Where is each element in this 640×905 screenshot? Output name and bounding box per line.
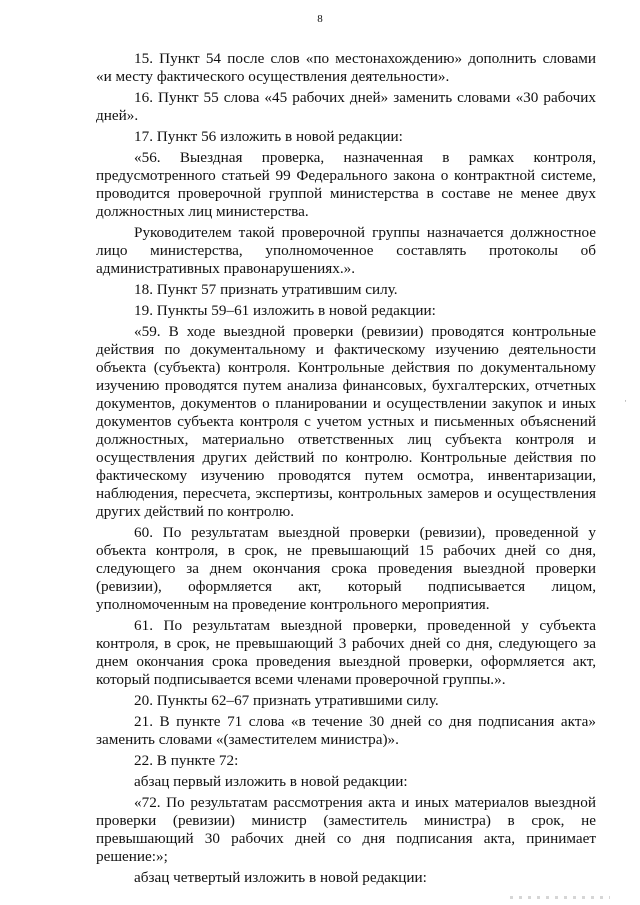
paragraph-item-21: 21. В пункте 71 слова «в течение 30 дней со дня подписания акта» заменить словами «(заместителем министра)». bbox=[96, 713, 596, 748]
paragraph-item-18: 18. Пункт 57 признать утратившим силу. bbox=[134, 281, 398, 298]
quoted-point-61: 61. По результатам выездной проверки, проведенной у субъекта контроля, в срок, не превышающий 3 рабочих дней со дня, следующего за днем окончания срока проведения выездной проверки, оформляется акт, который подписывается всеми членами проверочной группы.». bbox=[96, 617, 596, 688]
paragraph-item-20: 20. Пункты 62–67 признать утратившими силу. bbox=[134, 692, 439, 709]
sub-instruction-first-paragraph: абзац первый изложить в новой редакции: bbox=[134, 773, 408, 790]
scan-edge-mark: · bbox=[624, 396, 627, 406]
paragraph-item-16: 16. Пункт 55 слова «45 рабочих дней» заменить словами «30 рабочих дней». bbox=[96, 89, 596, 124]
paragraph-item-17: 17. Пункт 56 изложить в новой редакции: bbox=[134, 128, 403, 145]
document-body bbox=[96, 50, 596, 890]
quoted-point-60: 60. По результатам выездной проверки (ревизии), проведенной у объекта контроля, в срок, не превышающий 15 рабочих дней со дня, следующего за днем окончания срока проведения выездной проверки (ревизии), оформляется акт, который подписывается лицом, уполномоченным на проведение контрольного мероприятия. bbox=[96, 524, 596, 613]
quoted-point-72: «72. По результатам рассмотрения акта и иных материалов выездной проверки (ревизии) министр (заместитель министра) в срок, не превышающий 30 рабочих дней со дня подписания акта, принимает решение:»; bbox=[96, 794, 596, 865]
paragraph-item-15: 15. Пункт 54 после слов «по местонахождению» дополнить словами «и месту фактического осуществления деятельности». bbox=[96, 50, 596, 85]
quoted-point-56-second-paragraph: Руководителем такой проверочной группы назначается должностное лицо министерства, уполномоченное составлять протоколы об административных правонарушениях.». bbox=[96, 224, 596, 277]
paragraph-item-22: 22. В пункте 72: bbox=[134, 752, 239, 769]
quoted-point-56: «56. Выездная проверка, назначенная в рамках контроля, предусмотренного статьей 99 Федерального закона о контрактной системе, проводится проверочной группой министерства в составе не менее двух должностных лиц министерства. bbox=[96, 149, 596, 220]
sub-instruction-fourth-paragraph: абзац четвертый изложить в новой редакции: bbox=[134, 869, 427, 886]
quoted-point-59: «59. В ходе выездной проверки (ревизии) проводятся контрольные действия по документальному и фактическому изучению деятельности объекта (субъекта) контроля. Контрольные действия по документальному изучению проводятся путем анализа финансовых, бухгалтерских, отчетных документов, документов о планировании и осуществлении закупок и иных документов субъекта контроля с учетом устных и письменных объяснений должностных, материально ответственных лиц субъекта контроля и осуществления других действий по контролю. Контрольные действия по фактическому изучению проводятся путем осмотра, инвентаризации, наблюдения, пересчета, экспертизы, контрольных замеров и осуществления других действий по контролю. bbox=[96, 323, 596, 520]
paragraph-item-19: 19. Пункты 59–61 изложить в новой редакции: bbox=[134, 302, 436, 319]
scan-noise bbox=[510, 896, 610, 899]
page-number: 8 bbox=[317, 13, 323, 25]
